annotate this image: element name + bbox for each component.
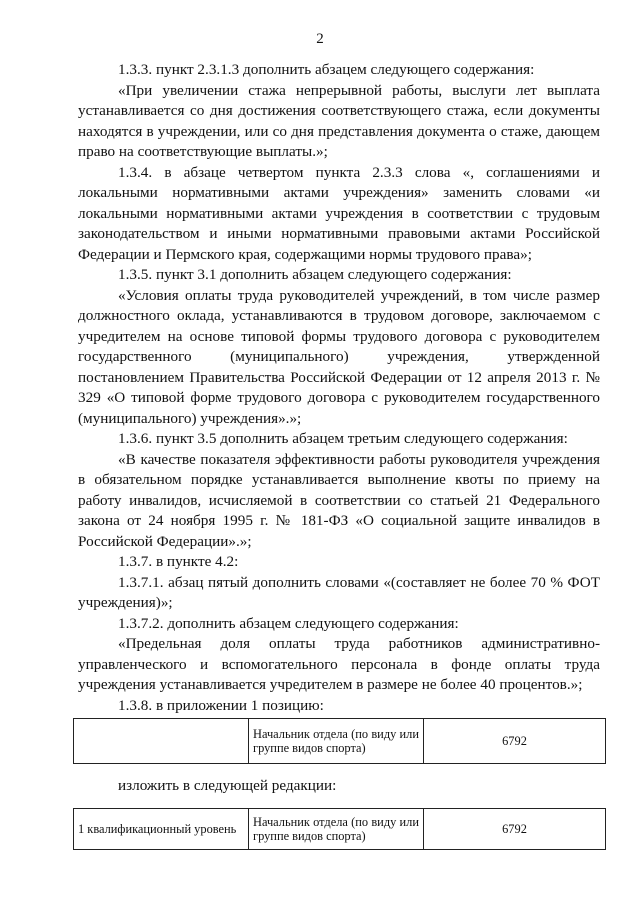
paragraph-1-3-6: 1.3.6. пункт 3.5 дополнить абзацем третьим следующего содержания: xyxy=(118,430,568,447)
paragraph-1-3-4: 1.3.4. в абзаце четвертом пункта 2.3.3 слова «, соглашениями и локальными нормативными актами учреждения» заменить словами «и локальными нормативными актами учреждения в соответствии с трудовым законодательством и иными нормативными правовыми актами Российской Федерации и Пермского края, содержащими нормы трудового права»; xyxy=(78,163,600,263)
paragraph-1-3-5: 1.3.5. пункт 3.1 дополнить абзацем следующего содержания: xyxy=(118,266,512,283)
quote-2-3-1-3: «При увеличении стажа непрерывной работы, выслуги лет выплата устанавливается со дня достижения соответствующего стажа, если документы находятся в учреждении, или со дня представления документа о стаже, дающем право на соответствующие выплаты.»; xyxy=(78,81,600,160)
table-cell-position: Начальник отдела (по виду или группе видов спорта) xyxy=(249,808,424,849)
quote-3-1: «Условия оплаты труда руководителей учреждений, в том числе размер должностного оклада, устанавливаются в трудовом договоре, заключаемом с учредителем на основе типовой формы трудового договора с руководителем государственного (муниципального) учреждения, утвержденной постановлением Правительства Российской Федерации от 12 апреля 2013 г. № 329 «О типовой форме трудового договора с руководителем государственного (муниципального) учреждения».»; xyxy=(78,286,600,427)
table-cell-level: 1 квалификационный уровень xyxy=(74,808,249,849)
paragraph-1-3-7: 1.3.7. в пункте 4.2: xyxy=(118,553,239,570)
paragraph-new-edition: изложить в следующей редакции: xyxy=(118,777,337,794)
quote-4-2: «Предельная доля оплаты труда работников административно-управленческого и вспомогательного персонала в фонде оплаты труда учреждения устанавливается учредителем в размере не более 40 процентов.»; xyxy=(78,635,600,693)
table-cell-amount: 6792 xyxy=(424,719,606,764)
page-number: 2 xyxy=(316,31,324,47)
table-row xyxy=(74,808,606,849)
paragraph-1-3-3: 1.3.3. пункт 2.3.1.3 дополнить абзацем следующего содержания: xyxy=(118,61,535,78)
table-cell-amount: 6792 xyxy=(424,808,606,849)
table-row xyxy=(74,719,606,764)
quote-3-5: «В качестве показателя эффективности работы руководителя учреждения в обязательном порядке устанавливается выполнение квоты по приему на работу инвалидов, исчисляемой в соответствии со статьей 21 Федерального закона от 24 ноября 1995 г. № 181-ФЗ «О социальной защите инвалидов в Российской Федерации».»; xyxy=(78,450,600,550)
document-body xyxy=(78,60,600,850)
paragraph-1-3-8: 1.3.8. в приложении 1 позицию: xyxy=(118,696,324,714)
paragraph-1-3-7-2: 1.3.7.2. дополнить абзацем следующего содержания: xyxy=(118,614,459,632)
table-cell-level xyxy=(74,719,249,764)
table-cell-position: Начальник отдела (по виду или группе видов спорта) xyxy=(249,719,424,764)
position-table-after xyxy=(73,808,606,850)
paragraph-1-3-7-1: 1.3.7.1. абзац пятый дополнить словами «(составляет не более 70 % ФОТ учреждения)»; xyxy=(78,573,600,611)
position-table-before xyxy=(73,718,606,764)
